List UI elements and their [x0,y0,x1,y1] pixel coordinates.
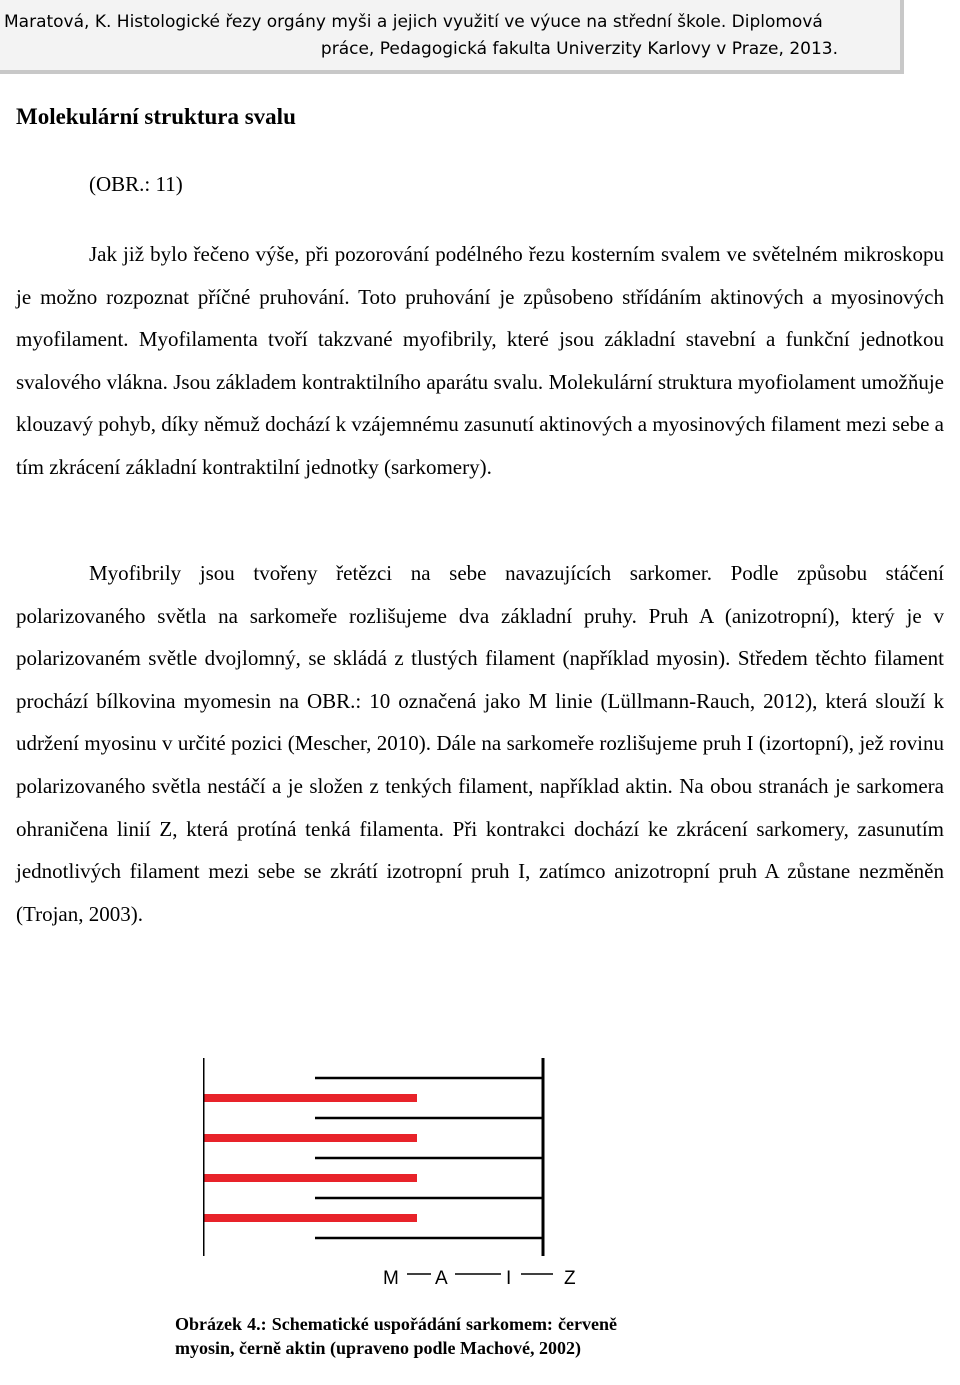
sarcomere-diagram [203,1058,603,1288]
paragraph-2: Myofibrily jsou tvořeny řetězci na sebe navazujících sarkomer. Podle způsobu stáčení polarizovaného světla na sarkomeře rozlišujeme dva základní pruhy. Pruh A (anizotropní), který je v polarizovaném světle dvojlomný, se skládá z tlustých filament (například myosin). Středem těchto filament prochází bílkovina myomesin na OBR.: 10 označená jako M linie (Lüllmann-Rauch, 2012), která slouží k udržení myosinu v určité pozici (Mescher, 2010). Dále na sarkomeře rozlišujeme pruh I (izortopní), jež rovinu polarizovaného světla nestáčí a je složen z tenkých filament, například aktin. Na obou stranách je sarkomera ohraničena linií Z, která protíná tenká filamenta. Při kontrakci dochází ke zkrácení sarkomery, zasunutím jednotlivých filament mezi sebe se zkrátí izotropní pruh I, zatímco anizotropní pruh A zůstane nezměněn (Trojan, 2003). [16,561,944,926]
page-header [0,0,904,74]
figure-caption: Obrázek 4.: Schematické uspořádání sarkomem: červeně myosin, černě aktin (upraveno podle Machové, 2002) [175,1314,617,1358]
label-a: A [435,1268,448,1288]
figure-reference: (OBR.: 11) [89,172,183,196]
header-citation-line-2: práce, Pedagogická fakulta Univerzity Karlovy v Praze, 2013. [320,39,838,59]
label-m: M [383,1268,399,1288]
header-citation-line-1: Maratová, K. Histologické řezy orgány myši a jejich využití ve výuce na střední škole. Diplomová [4,12,823,32]
label-i: I [506,1268,512,1288]
section-heading: Molekulární struktura svalu [16,104,296,129]
paragraph-1: Jak již bylo řečeno výše, při pozorování podélného řezu kosterním svalem ve světelném mikroskopu je možno rozpoznat příčné pruhování. Toto pruhování je způsobeno střídáním aktinových a myosinových myofilament. Myofilamenta tvoří takzvané myofibrily, které jsou základní stavební a funkční jednotkou svalového vlákna. Jsou základem kontraktilního aparátu svalu. Molekulární struktura myofiolament umožňuje klouzavý pohyb, díky němuž dochází k vzájemnému zasunutí aktinových a myosinových filament mezi sebe a tím zkrácení základní kontraktilní jednotky (sarkomery). [16,242,944,479]
label-z: Z [564,1268,576,1288]
sarcomere-figure [203,1058,603,1288]
